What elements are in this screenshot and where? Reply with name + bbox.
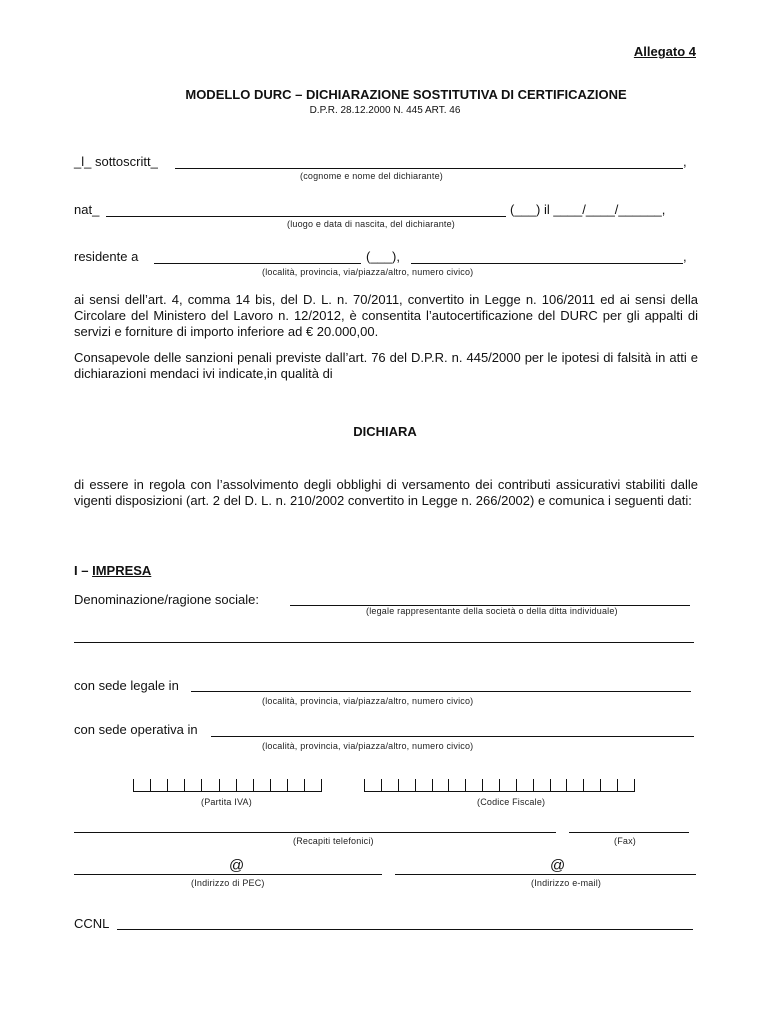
resident-label: residente a [74,249,139,264]
pec-at-symbol: @ [229,857,245,874]
section-prefix: I – [74,563,93,578]
legal-seat-field[interactable] [191,691,691,692]
residence-caption: (località, provincia, via/piazza/altro, numero civico) [262,267,474,277]
company-name-field-extra[interactable] [74,642,694,643]
fax-field[interactable] [569,832,689,833]
email-caption: (Indirizzo e-mail) [531,878,602,888]
born-label: nat_ [74,202,100,217]
residence-city-field[interactable] [154,263,361,264]
declaration-paragraph: di essere in regola con l’assolvimento degli obblighi di versamento dei contributi assicurativi stabiliti dalle vigenti disposizioni (art. 2 del D. L. n. 210/2002 convertito in Legge n. 266/2002) e comunica i seguenti dati: [74,477,698,508]
signer-name-caption: (cognome e nome del dichiarante) [300,171,443,181]
company-name-label: Denominazione/ragione sociale: [74,592,260,607]
signer-label: _l_ sottoscritt_ [74,154,158,169]
residence-address-field[interactable] [411,263,683,264]
ccnl-label: CCNL [74,916,110,931]
operating-seat-caption: (località, provincia, via/piazza/altro, numero civico) [262,741,474,751]
fax-caption: (Fax) [614,836,636,846]
declare-heading: DICHIARA [353,424,417,439]
vat-number-boxes[interactable] [133,779,322,792]
pec-field[interactable] [74,874,382,875]
operating-seat-field[interactable] [211,736,694,737]
legal-basis-paragraph: ai sensi dell’art. 4, comma 14 bis, del D. L. n. 70/2011, convertito in Legge n. 106/2011 ed ai sensi della Circolare del Ministero del Lavoro n. 12/2012, è consentita l’autocertificazione del DURC per gli appalti di servizi e forniture di importo inferiore ad € 20.000,00. [74,292,698,339]
email-at-symbol: @ [550,857,566,874]
birth-caption: (luogo e data di nascita, del dichiarante) [287,219,456,229]
document-subtitle: D.P.R. 28.12.2000 N. 445 ART. 46 [309,105,461,116]
awareness-paragraph: Consapevole delle sanzioni penali previste dall’art. 76 del D.P.R. n. 445/2000 per le ipotesi di falsità in atti e dichiarazioni mendaci ivi indicate,in qualità di [74,350,698,381]
phone-field[interactable] [74,832,556,833]
operating-seat-label: con sede operativa in [74,722,198,737]
company-name-caption: (legale rappresentante della società o della ditta individuale) [366,606,618,616]
signer-name-field[interactable] [175,168,683,169]
section-heading [74,563,151,578]
email-field[interactable] [395,874,696,875]
document-title: MODELLO DURC – DICHIARAZIONE SOSTITUTIVA DI CERTIFICAZIONE [185,87,627,102]
vat-number-caption: (Partita IVA) [201,797,252,807]
residence-province-field[interactable]: (___), [366,249,400,264]
phone-caption: (Recapiti telefonici) [293,836,374,846]
birth-province-date-field[interactable]: (___) il ____/____/______, [510,202,666,217]
ccnl-field[interactable] [117,929,693,930]
legal-seat-label: con sede legale in [74,678,179,693]
tax-code-caption: (Codice Fiscale) [477,797,546,807]
attachment-label: Allegato 4 [633,44,696,59]
birth-place-field[interactable] [106,216,506,217]
signer-comma: , [683,154,687,169]
tax-code-boxes[interactable] [364,779,635,792]
legal-seat-caption: (località, provincia, via/piazza/altro, numero civico) [262,696,474,706]
residence-comma: , [683,249,687,264]
section-title: IMPRESA [92,563,152,578]
pec-caption: (Indirizzo di PEC) [191,878,265,888]
